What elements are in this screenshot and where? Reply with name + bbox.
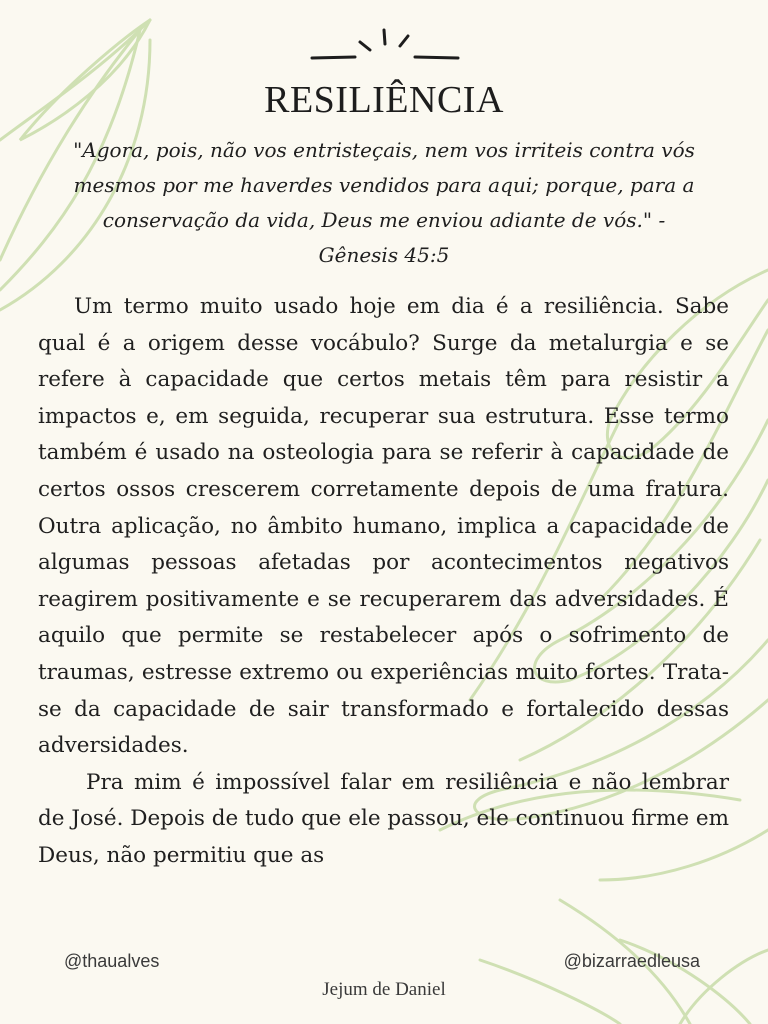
quote-text: "Agora, pois, não vos entristeçais, nem vos irriteis contra vós mesmos por me haverdes vendidos para aqui; porque, para a conservação da vida, Deus me enviou adiante de vós." -	[73, 138, 695, 232]
sunburst-ornament-icon	[300, 24, 470, 64]
paragraph-2: Pra mim é impossível falar em resiliência e não lembrar de José. Depois de tudo que ele passou, ele continuou firme em Deus, não permitiu que as	[38, 769, 730, 868]
quote-reference: Gênesis 45:5	[318, 243, 450, 267]
page-title: RESILIÊNCIA	[264, 79, 504, 121]
bible-quote	[70, 133, 698, 273]
paragraph-1: Um termo muito usado hoje em dia é a resiliência. Sabe qual é a origem desse vocábulo? Surge da metalurgia e se refere à capacidade que certos metais têm para resistir a impactos e, em seguida, recuperar sua estrutura. Esse termo também é usado na osteologia para se referir à capacidade de certos ossos crescerem corretamente depois de uma fratura. Outra aplicação, no âmbito humano, implica a capacidade de algumas pessoas afetadas por acontecimentos negativos reagirem positivamente e se recuperarem das adversidades. É aquilo que permite se restabelecer após o sofrimento de traumas, estresse extremo ou experiências muito fortes. Trata-se da capacidade de sair transformado e fortalecido dessas adversidades.	[38, 294, 729, 759]
author-handle-left: @thaualves	[64, 951, 160, 971]
series-label: Jejum de Daniel	[322, 979, 446, 1000]
article-body	[38, 289, 729, 875]
author-handle-right: @bizarraedleusa	[563, 951, 700, 971]
